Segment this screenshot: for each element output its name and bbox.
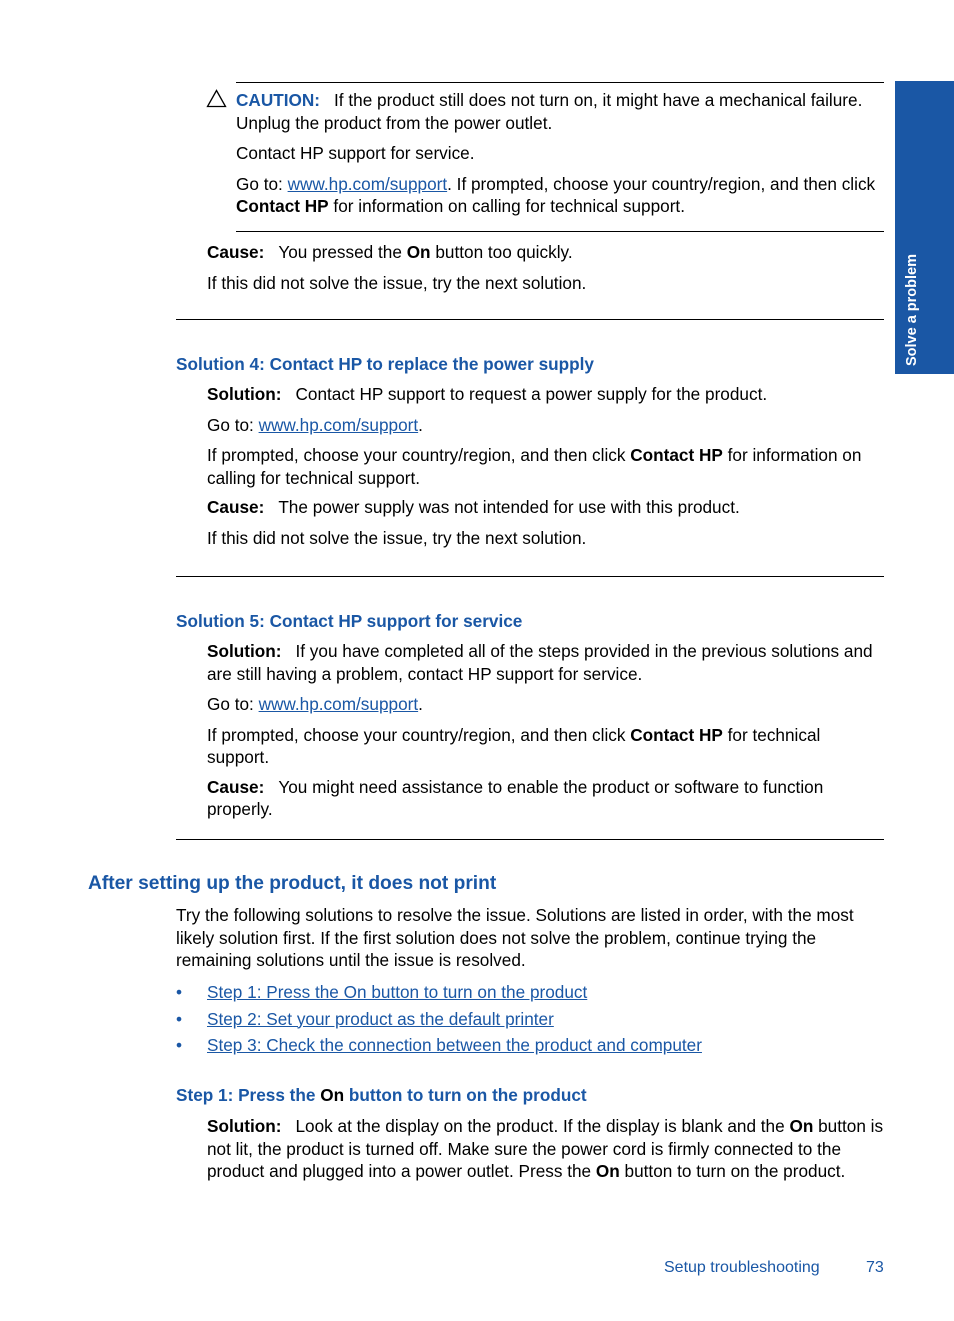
caution-triangle-icon [206,89,227,108]
solution-4-heading: Solution 4: Contact HP to replace the power supply [176,354,594,374]
page-number: 73 [866,1259,884,1276]
support-link[interactable]: www.hp.com/support [287,173,448,194]
support-link[interactable]: www.hp.com/support [258,414,419,435]
list-item [176,981,886,1008]
list-item [176,1034,886,1061]
bullet: • [176,1008,183,1029]
section-heading: After setting up the product, it does not print [88,873,497,894]
solution-5-text: Solution: If you have completed all of the steps provided in the previous solutions and are still having a problem, contact HP support for service. [207,641,873,684]
support-link[interactable]: www.hp.com/support [258,694,419,714]
step-2-link[interactable]: Step 2: Set your product as the default printer [207,1008,554,1029]
step-1-link[interactable]: Step 1: Press the On button to turn on the product [207,982,588,1002]
solution-5-prompt: If prompted, choose your country/region, and then click Contact HP for technical support. [207,724,821,767]
list-item [176,1008,886,1035]
divider-2 [176,576,884,577]
solution-4-next: If this did not solve the issue, try the next solution. [207,527,587,548]
side-tab-label: Solve a problem [904,253,920,366]
cause-3-next: If this did not solve the issue, try the next solution. [207,272,587,293]
step-1-heading: Step 1: Press the On button to turn on the product [176,1085,587,1105]
step-1-solution: Solution: Look at the display on the product. If the display is blank and the On button is not lit, the product is turned off. Make sure the power cord is firmly connected to the product and plugged into a power outlet. Press the On button to turn on the product. [207,1116,884,1181]
caution-goto: Go to: www.hp.com/support. If prompted, choose your country/region, and then click Contact HP for information on calling for technical support. [236,173,876,216]
cause-3-text: Cause: You pressed the On button too quickly. [207,242,573,262]
caution-text: CAUTION: If the product still does not turn on, it might have a mechanical failure. Unplug the product from the power outlet. [236,90,863,133]
step-1-block [207,1115,885,1183]
divider-3 [176,839,884,840]
caution-contact: Contact HP support for service. [236,143,475,163]
solution-4-goto: Go to: www.hp.com/support. [207,414,423,435]
side-tab [895,81,954,374]
cause-3-block [207,241,885,294]
solution-4-prompt: If prompted, choose your country/region, and then click Contact HP for information on calling for technical support. [207,445,862,488]
solution-5-block [207,640,885,821]
caution-bottom-rule [236,231,884,232]
footer-section: Setup troubleshooting [664,1259,820,1276]
solution-5-heading: Solution 5: Contact HP support for service [176,611,523,631]
solution-4-cause: Cause: The power supply was not intended for use with this product. [207,497,740,517]
caution-block [236,89,886,218]
step-link-list [176,981,886,1061]
step-3-link[interactable]: Step 3: Check the connection between the product and computer [207,1035,702,1055]
divider-1 [176,319,884,320]
caution-label: CAUTION: [236,90,321,110]
caution-top-rule [236,82,884,83]
solution-5-cause: Cause: You might need assistance to enable the product or software to function properly. [207,776,824,819]
solution-5-goto: Go to: www.hp.com/support. [207,694,423,714]
bullet: • [176,982,183,1002]
section-intro: Try the following solutions to resolve the issue. Solutions are listed in order, with the most likely solution first. If the first solution does not solve the problem, continue trying the remaining solutions until the issue is resolved. [176,905,854,970]
solution-4-block [207,383,885,549]
solution-4-text: Solution: Contact HP support to request a power supply for the product. [207,384,768,404]
bullet: • [176,1035,183,1055]
